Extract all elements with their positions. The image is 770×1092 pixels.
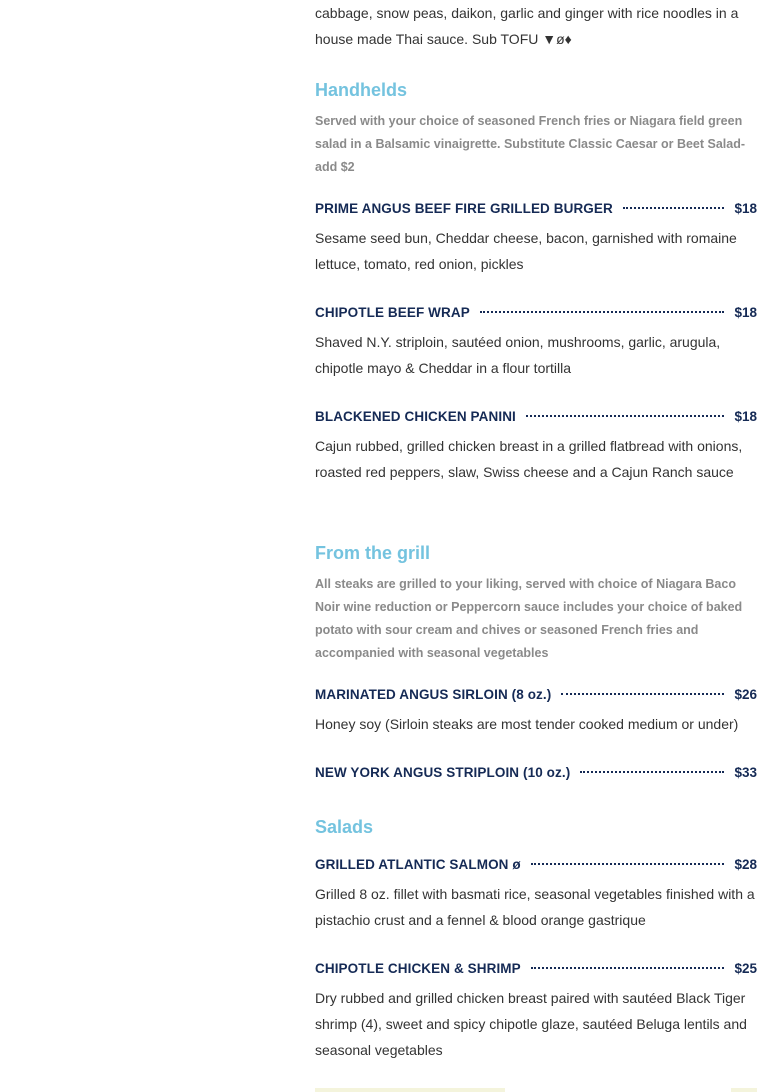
cutoff-highlight — [731, 1088, 757, 1092]
item-name: CHIPOTLE CHICKEN & SHRIMP — [315, 960, 521, 976]
dot-leader — [580, 771, 724, 773]
menu-item-row — [315, 958, 757, 978]
dot-leader — [623, 207, 725, 209]
item-price: $25 — [734, 960, 757, 976]
next-item-cutoff — [315, 1086, 757, 1092]
section-title-grill: From the grill — [315, 543, 431, 563]
menu-item-row — [315, 406, 757, 426]
item-price: $18 — [734, 408, 757, 424]
item-name: MARINATED ANGUS SIRLOIN (8 oz.) — [315, 686, 552, 702]
item-description: Honey soy (Sirloin steaks are most tender cooked medium or under) — [315, 716, 739, 732]
dot-leader — [561, 693, 724, 695]
item-name: PRIME ANGUS BEEF FIRE GRILLED BURGER — [315, 200, 613, 216]
item-description: Cajun rubbed, grilled chicken breast in a grilled flatbread with onions, roasted red peppers, slaw, Swiss cheese and a Cajun Ranch sauce — [315, 438, 743, 480]
menu-item-row — [315, 854, 757, 874]
section-note-grill: All steaks are grilled to your liking, served with choice of Niagara Baco Noir wine reduction or Peppercorn sauce includes your choice of baked potato with sour cream and chives or seasoned French fries and accompanied with seasonal vegetables — [315, 577, 743, 660]
cutoff-highlight — [315, 1088, 505, 1092]
item-price: $18 — [734, 304, 757, 320]
dot-leader — [531, 967, 725, 969]
section-title-salads: Salads — [315, 817, 374, 837]
item-price: $18 — [734, 200, 757, 216]
item-name: CHIPOTLE BEEF WRAP — [315, 304, 470, 320]
item-name: GRILLED ATLANTIC SALMON ø — [315, 856, 521, 872]
item-price: $26 — [734, 686, 757, 702]
item-description: Sesame seed bun, Cheddar cheese, bacon, garnished with romaine lettuce, tomato, red onion, pickles — [315, 230, 737, 272]
item-description: Dry rubbed and grilled chicken breast paired with sautéed Black Tiger shrimp (4), sweet and spicy chipotle glaze, sautéed Beluga lentils and seasonal vegetables — [315, 990, 747, 1058]
item-name: BLACKENED CHICKEN PANINI — [315, 408, 516, 424]
menu-item-row — [315, 684, 757, 704]
menu-item-row — [315, 302, 757, 322]
dot-leader — [480, 311, 725, 313]
item-description: Shaved N.Y. striploin, sautéed onion, mushrooms, garlic, arugula, chipotle mayo & Cheddar in a flour tortilla — [315, 334, 721, 376]
menu-item-row — [315, 198, 757, 218]
item-description: Grilled 8 oz. fillet with basmati rice, seasonal vegetables finished with a pistachio crust and a fennel & blood orange gastrique — [315, 886, 755, 928]
item-price: $33 — [734, 764, 757, 780]
dot-leader — [531, 863, 725, 865]
menu-item-row — [315, 762, 757, 782]
item-name: NEW YORK ANGUS STRIPLOIN (10 oz.) — [315, 764, 571, 780]
intro-item-description: cabbage, snow peas, daikon, garlic and ginger with rice noodles in a house made Thai sauce. Sub TOFU ▼ø♦ — [315, 5, 739, 47]
section-note-handhelds: Served with your choice of seasoned French fries or Niagara field green salad in a Balsamic vinaigrette. Substitute Classic Caesar or Beet Salad- add $2 — [315, 114, 746, 174]
item-price: $28 — [734, 856, 757, 872]
section-title-handhelds: Handhelds — [315, 80, 408, 100]
dot-leader — [526, 415, 725, 417]
